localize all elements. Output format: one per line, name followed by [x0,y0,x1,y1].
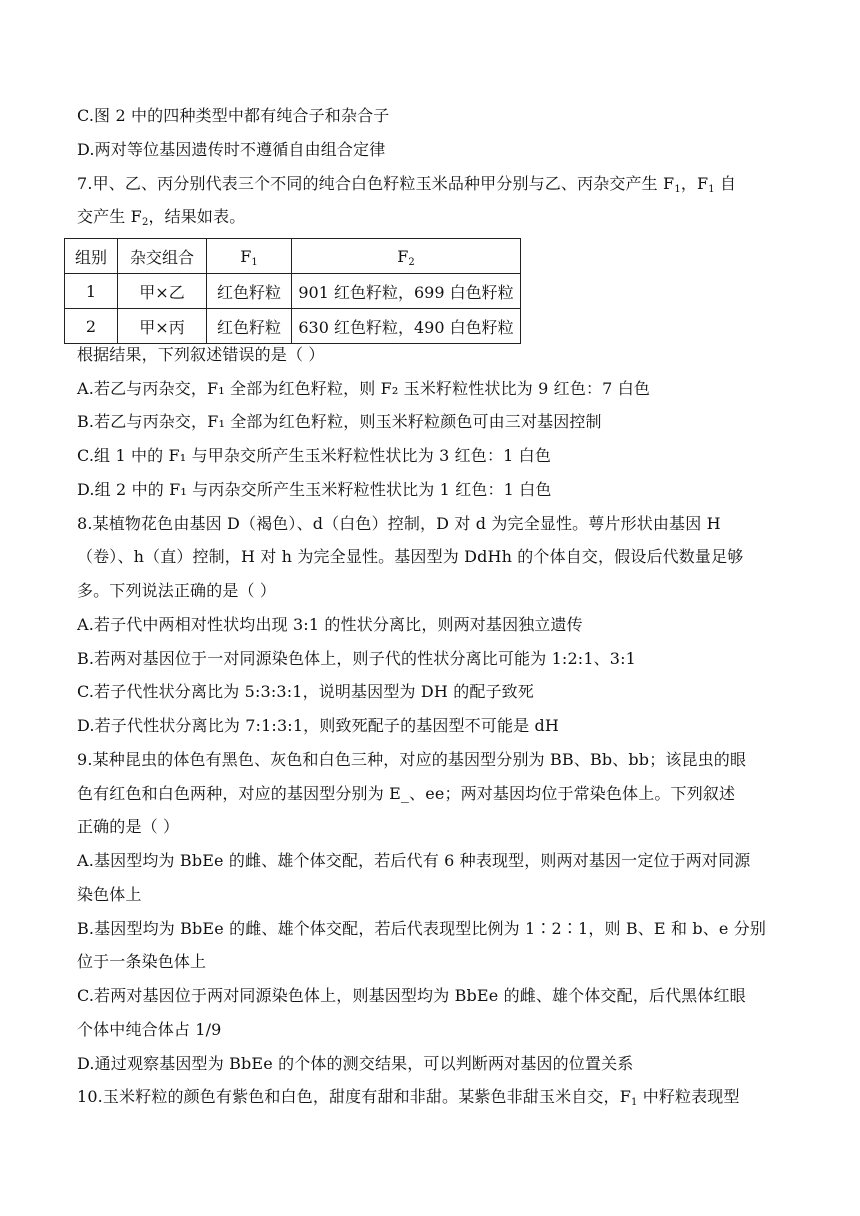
q7-option-b: B.若乙与丙杂交，F₁ 全部为红色籽粒，则玉米籽粒颜色可由三对基因控制 [77,412,602,431]
header-cross: 杂交组合 [118,239,207,274]
table-row [65,274,521,309]
q9-option-b-line2: 位于一条染色体上 [77,952,207,971]
q9-option-b-line1: B.基因型均为 BbEe 的雌、雄个体交配，若后代表现型比例为 1∶2∶1，则 B、E 和 b、e 分别 [77,919,767,938]
q9-stem-line2: 色有红色和白色两种，对应的基因型分别为 E_、ee；两对基因均位于常染色体上。下列叙述 [77,784,736,803]
q7-stem-line2: 交产生 $F_2$，结果如表。 [77,207,246,228]
q9-stem-line3: 正确的是（ ） [77,817,180,836]
q8-option-d: D.若子代性状分离比为 7:1:3:1，则致死配子的基因型不可能是 dH [77,716,560,735]
q9-stem-line1: 9.某种昆虫的体色有黑色、灰色和白色三种，对应的基因型分别为 BB、Bb、bb；该昆虫的眼 [77,750,747,769]
q7-stem-line1: 7.甲、乙、丙分别代表三个不同的纯合白色籽粒玉米品种甲分别与乙、丙杂交产生 $F_1$，$F_1$ 自 [77,174,737,195]
table-cell: 901 红色籽粒，699 白色籽粒 [292,274,521,309]
q9-option-a-line1: A.基因型均为 BbEe 的雌、雄个体交配，若后代有 6 种表现型，则两对基因一定位于两对同源 [77,851,751,870]
header-f1: $F_1$ [207,239,292,274]
q8-option-b: B.若两对基因位于一对同源染色体上，则子代的性状分离比可能为 1:2:1、3:1 [77,649,637,668]
q10-stem-line1: 10.玉米籽粒的颜色有紫色和白色，甜度有甜和非甜。某紫色非甜玉米自交，$F_1$ 中籽粒表现型 [77,1087,740,1108]
q6-option-c: C.图 2 中的四种类型中都有纯合子和杂合子 [77,106,390,125]
table-cell: 甲×丙 [118,309,207,344]
header-f2: $F_2$ [292,239,521,274]
table-cell: 甲×乙 [118,274,207,309]
table-cell: 2 [65,309,118,344]
q8-stem-line3: 多。下列说法正确的是（ ） [77,581,277,600]
q7-option-c: C.组 1 中的 F₁ 与甲杂交所产生玉米籽粒性状比为 3 红色：1 白色 [77,446,551,465]
q9-option-a-line2: 染色体上 [77,885,142,904]
q9-option-c-line2: 个体中纯合体占 1/9 [77,1020,222,1039]
q8-stem-line2: （卷）、h（直）控制，H 对 h 为完全显性。基因型为 DdHh 的个体自交，假设后代数量足够 [77,547,744,566]
q6-option-d: D.两对等位基因遗传时不遵循自由组合定律 [77,140,386,159]
q7-option-d: D.组 2 中的 F₁ 与丙杂交所产生玉米籽粒性状比为 1 红色：1 白色 [77,480,552,499]
table-header-row [65,239,521,274]
table-cell: 红色籽粒 [207,274,292,309]
q7-option-a: A.若乙与丙杂交，F₁ 全部为红色籽粒，则 F₂ 玉米籽粒性状比为 9 红色：7 白色 [77,379,650,398]
q8-option-a: A.若子代中两相对性状均出现 3:1 的性状分离比，则两对基因独立遗传 [77,615,583,634]
q7-question: 根据结果，下列叙述错误的是（ ） [77,345,325,364]
q9-option-d: D.通过观察基因型为 BbEe 的个体的测交结果，可以判断两对基因的位置关系 [77,1054,634,1073]
q8-stem-line1: 8.某植物花色由基因 D（褐色）、d（白色）控制，D 对 d 为完全显性。萼片形状由基因 H [77,514,721,533]
table-cell: 630 红色籽粒，490 白色籽粒 [292,309,521,344]
q9-option-c-line1: C.若两对基因位于两对同源染色体上，则基因型均为 BbEe 的雌、雄个体交配，后代黑体红眼 [77,986,746,1005]
q7-results-table [64,238,521,344]
header-group: 组别 [65,239,118,274]
table-cell: 红色籽粒 [207,309,292,344]
table-row [65,309,521,344]
q8-option-c: C.若子代性状分离比为 5:3:3:1，说明基因型为 DH 的配子致死 [77,682,534,701]
table-cell: 1 [65,274,118,309]
